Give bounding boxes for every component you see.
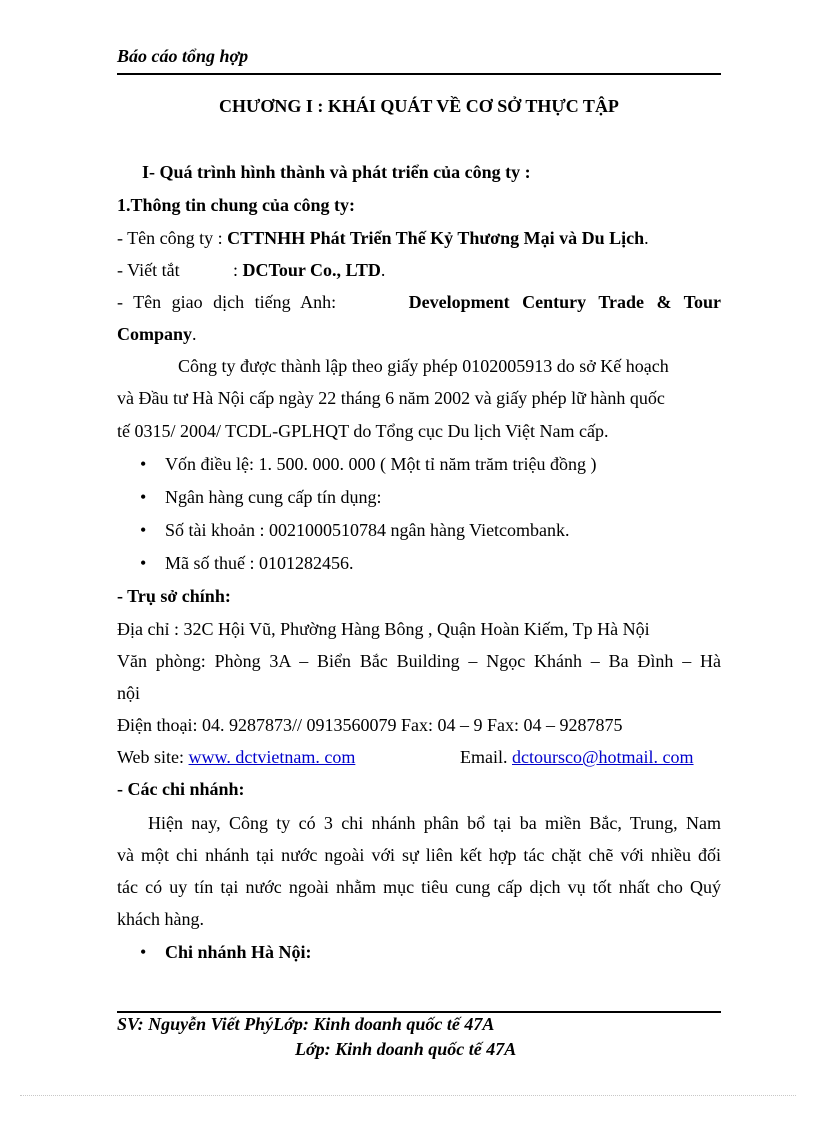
branches-line-1: Hiện nay, Công ty có 3 chi nhánh phân bổ tại ba miền Bắc, Trung, Nam xyxy=(148,813,721,833)
fact-account: Số tài khoản : 0021000510784 ngân hàng Vietcombank. xyxy=(165,520,570,540)
company-eng-label: - Tên giao dịch tiếng Anh: xyxy=(117,292,337,312)
branches-line-4: khách hàng. xyxy=(117,909,204,929)
bullet-icon: • xyxy=(140,487,147,507)
website-link[interactable]: www. dctvietnam. com xyxy=(188,747,356,767)
company-name-label: - Tên công ty : xyxy=(117,228,223,248)
bullet-icon: • xyxy=(140,454,147,474)
footer-rule xyxy=(117,1011,721,1013)
company-abbr-line: - Viết tắt : DCTour Co., LTD. xyxy=(117,260,386,280)
company-eng-line-2: Company. xyxy=(117,324,197,344)
fact-bank: Ngân hàng cung cấp tín dụng: xyxy=(165,487,382,507)
intro-line-2: và Đầu tư Hà Nội cấp ngày 22 tháng 6 năm 2002 và giấy phép lữ hành quốc xyxy=(117,388,665,408)
branches-line-2: và một chi nhánh tại nước ngoài với sự liên kết hợp tác chặt chẽ với nhiều đối xyxy=(117,845,721,865)
bullet-icon: • xyxy=(140,520,147,540)
company-eng-value-2: Company xyxy=(117,324,193,344)
hq-office-line-2: nội xyxy=(117,683,141,703)
email-label: Email. xyxy=(460,747,508,767)
branches-line-3: tác có uy tín tại nước ngoài nhằm mục tiêu cung cấp dịch vụ tốt nhất cho Quý xyxy=(117,877,721,897)
fact-tax: Mã số thuế : 0101282456. xyxy=(165,553,354,573)
header-rule xyxy=(117,73,721,75)
bullet-icon: • xyxy=(140,553,147,573)
email-link[interactable]: dctoursco@hotmail. com xyxy=(512,747,694,767)
footer-class: Lớp: Kinh doanh quốc tế 47A xyxy=(295,1039,517,1059)
company-name-line: - Tên công ty : CTTNHH Phát Triển Thế Kỷ Thương Mại và Du Lịch. xyxy=(117,228,649,248)
company-eng-line xyxy=(117,292,721,313)
company-eng-value: Development Century Trade & Tour xyxy=(408,292,721,312)
subheading: 1.Thông tin chung của công ty: xyxy=(117,195,356,215)
hq-email-line xyxy=(460,747,721,768)
branches-heading: - Các chi nhánh: xyxy=(117,779,245,799)
hq-address: Địa chỉ : 32C Hội Vũ, Phường Hàng Bông , Quận Hoàn Kiếm, Tp Hà Nội xyxy=(117,619,650,639)
company-abbr-colon: : xyxy=(233,260,239,280)
hq-office-line-1: Văn phòng: Phòng 3A – Biển Bắc Building – Ngọc Khánh – Ba Đình – Hà xyxy=(117,651,721,671)
company-abbr-label: - Viết tắt xyxy=(117,260,180,280)
page-edge-divider xyxy=(20,1095,796,1096)
hq-phone: Điện thoại: 04. 9287873// 0913560079 Fax: 04 – 9 Fax: 04 – 9287875 xyxy=(117,715,623,735)
bullet-icon: • xyxy=(140,942,147,962)
company-abbr-value: DCTour Co., LTD xyxy=(242,260,381,280)
website-label: Web site: xyxy=(117,747,185,767)
intro-line-3: tế 0315/ 2004/ TCDL-GPLHQT do Tổng cục Du lịch Việt Nam cấp. xyxy=(117,421,609,441)
fact-capital: Vốn điều lệ: 1. 500. 000. 000 ( Một tỉ năm trăm triệu đồng ) xyxy=(165,454,597,474)
chapter-title: CHƯƠNG I : KHÁI QUÁT VỀ CƠ SỞ THỰC TẬP xyxy=(219,96,619,116)
intro-line-1: Công ty được thành lập theo giấy phép 0102005913 do sở Kế hoạch xyxy=(178,356,669,376)
footer-student: SV: Nguyễn Viết PhýLớp: Kinh doanh quốc tế 47A xyxy=(117,1014,495,1034)
company-name-value: CTTNHH Phát Triển Thế Kỷ Thương Mại và Du Lịch xyxy=(227,228,645,248)
hq-heading: - Trụ sở chính: xyxy=(117,586,231,606)
section-heading: I- Quá trình hình thành và phát triển của công ty : xyxy=(142,162,531,182)
running-header: Báo cáo tổng hợp xyxy=(117,46,249,66)
branch-hanoi: Chi nhánh Hà Nội: xyxy=(165,942,312,962)
